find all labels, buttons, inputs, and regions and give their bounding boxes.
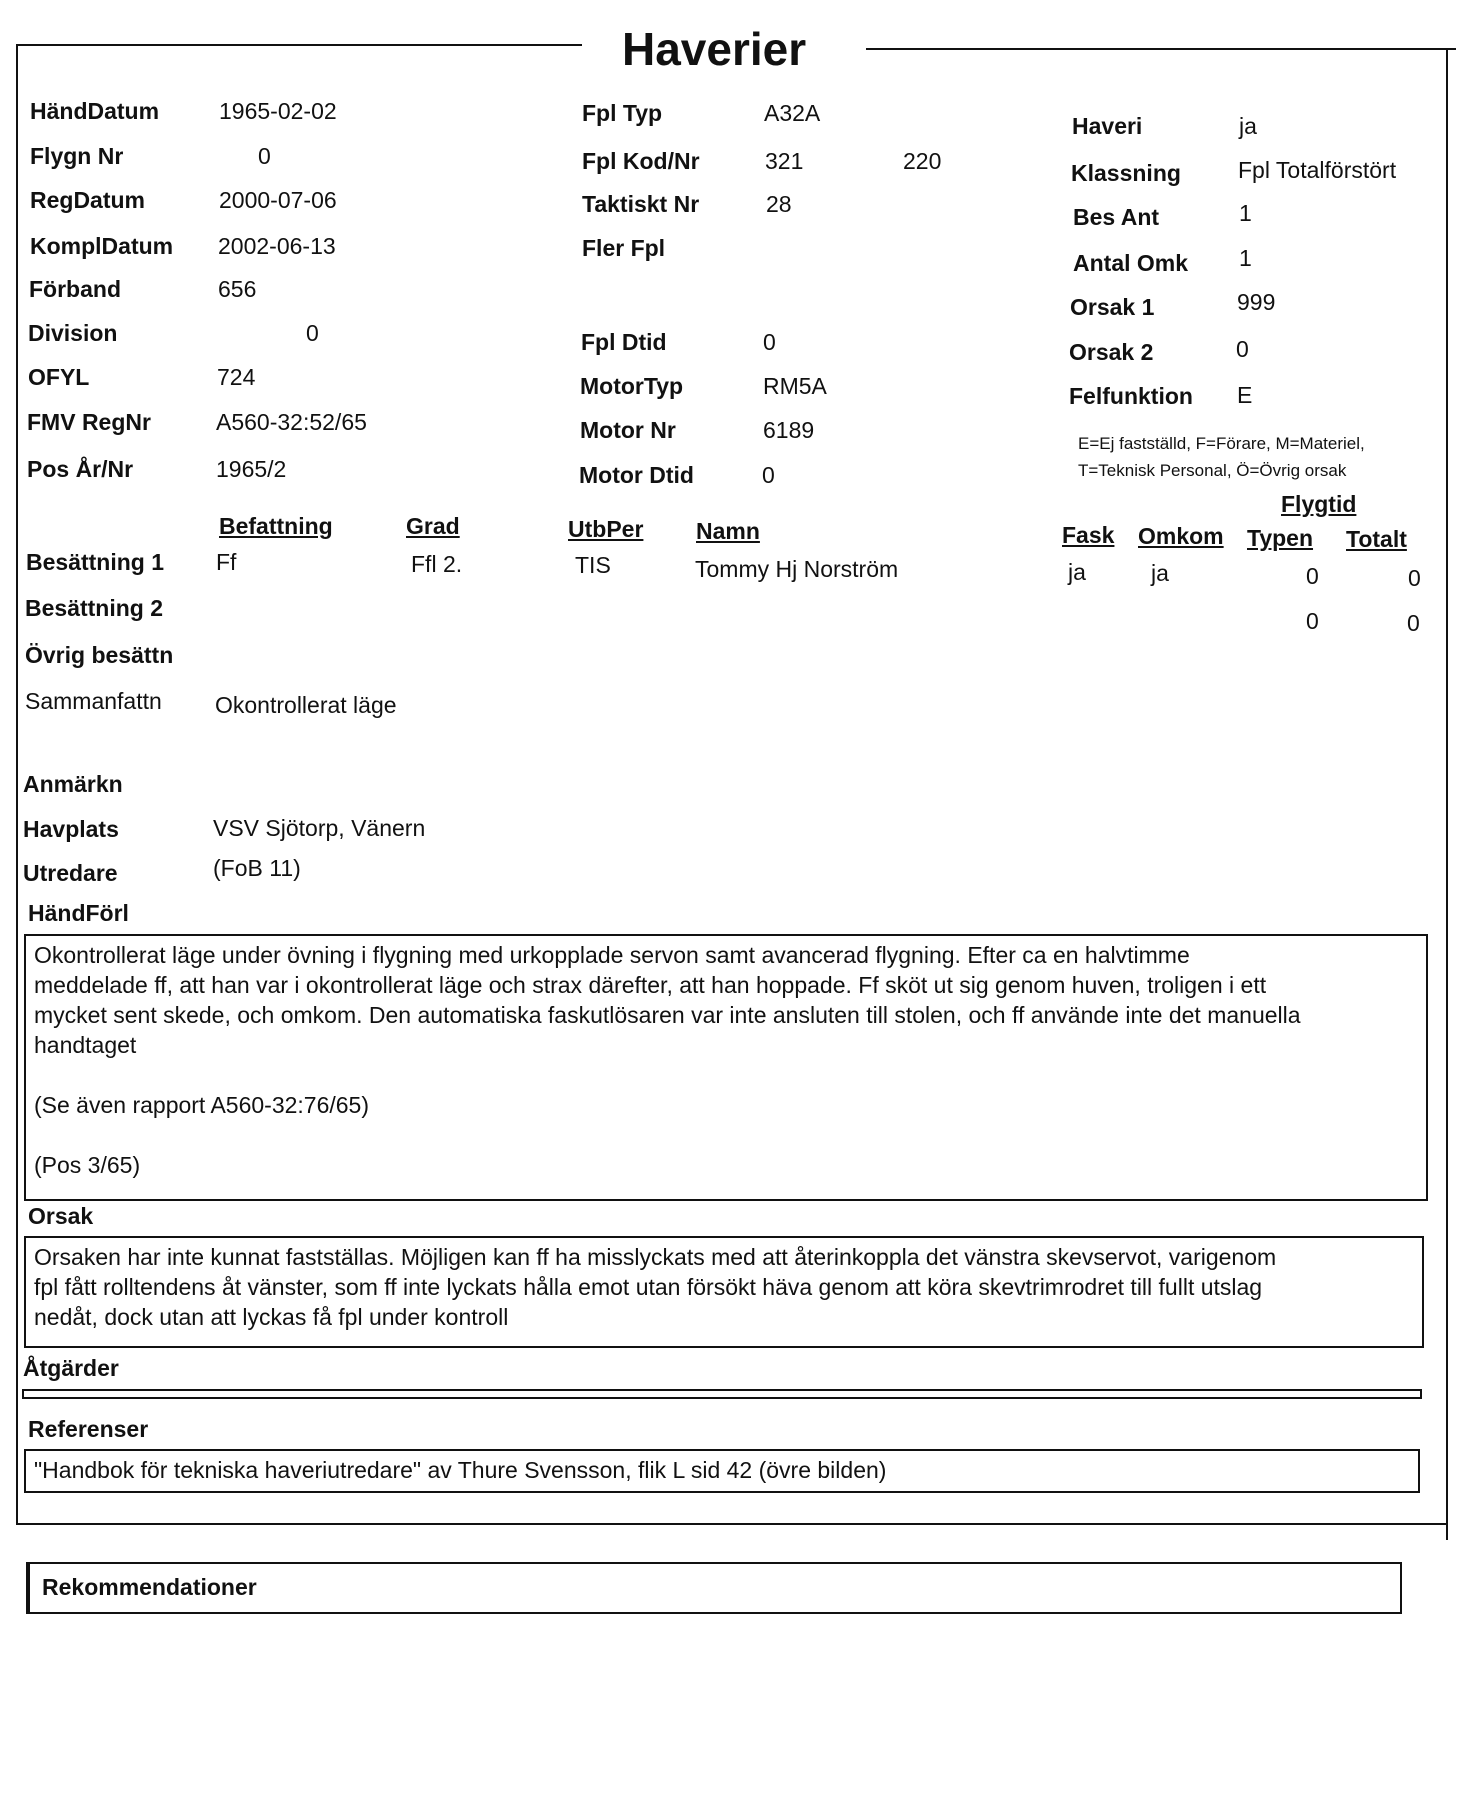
crew-flygtid-totalt: 0	[1407, 610, 1420, 636]
field-value: 656	[218, 276, 257, 302]
field-label: MotorTyp	[580, 373, 684, 399]
column-header-fask: Fask	[1062, 522, 1115, 548]
crew-omkom: ja	[1151, 560, 1169, 586]
field-value: Fpl Totalförstört	[1238, 157, 1397, 183]
frame-top-left	[16, 44, 582, 46]
field-value: 1965-02-02	[219, 98, 337, 124]
field-value: A560-32:52/65	[216, 409, 367, 435]
field-value: 1965/2	[216, 456, 287, 482]
field-value: 999	[1237, 289, 1276, 315]
orsak-text: Orsaken har inte kunnat fastställas. Möjligen kan ff ha misslyckats med att återinkoppla det vänstra skevservot, varigenom fpl fått rolltendens åt vänster, som ff inte lyckats hålla emot utan försökt häva genom att köra skevtrimrodret till fullt utslag nedåt, dock utan att lyckas få fpl under kontroll	[34, 1244, 1277, 1330]
referenser-text: "Handbok för tekniska haveriutredare" av Thure Svensson, flik L sid 42 (övre bilden)	[34, 1457, 887, 1483]
field-label: HändDatum	[30, 98, 160, 124]
field-label: Taktiskt Nr	[582, 191, 700, 217]
frame-bottom	[16, 1523, 1448, 1525]
sammanfattning-label: Sammanfattn	[25, 688, 162, 714]
atgarder-box	[22, 1389, 1422, 1399]
crew-row-label: Besättning 1	[26, 549, 165, 575]
column-header-omkom: Omkom	[1138, 523, 1224, 549]
crew-flygtid-totalt: 0	[1408, 565, 1421, 591]
field-value: 0	[258, 143, 271, 169]
referenser-label: Referenser	[28, 1416, 149, 1442]
rekommendationer-label: Rekommendationer	[42, 1574, 257, 1600]
field-label: Felfunktion	[1069, 383, 1193, 409]
field-label: FMV RegNr	[27, 409, 151, 435]
field-label: Förband	[29, 276, 121, 302]
field-label: KomplDatum	[30, 233, 174, 259]
field-label: Fpl Kod/Nr	[582, 148, 700, 174]
crew-fask: ja	[1068, 559, 1086, 585]
havplats-label: Havplats	[23, 816, 119, 842]
sammanfattning-value: Okontrollerat läge	[215, 692, 397, 718]
orsak-box	[24, 1236, 1424, 1348]
rekommendationer-box	[26, 1562, 1402, 1614]
field-label: Fpl Dtid	[581, 329, 667, 355]
field-label: OFYL	[28, 364, 90, 390]
field-value: E	[1237, 382, 1253, 408]
crew-flygtid-typen: 0	[1306, 608, 1319, 634]
field-label: Orsak 1	[1070, 294, 1155, 320]
field-value: A32A	[764, 100, 821, 126]
field-value: 28	[766, 191, 792, 217]
field-value: 6189	[763, 417, 815, 443]
frame-right	[1446, 48, 1448, 1540]
crew-flygtid-typen: 0	[1306, 563, 1319, 589]
column-header-flygtid: Flygtid	[1281, 491, 1357, 517]
field-value: 724	[217, 364, 256, 390]
field-value: 0	[762, 462, 775, 488]
page-title: Haverier	[622, 23, 807, 75]
crew-grad: Ffl 2.	[411, 551, 463, 577]
column-header-totalt: Totalt	[1346, 526, 1407, 552]
column-header-typen: Typen	[1247, 525, 1314, 551]
field-label: Motor Dtid	[579, 462, 694, 488]
atgarder-label: Åtgärder	[23, 1355, 119, 1381]
field-label: Antal Omk	[1073, 250, 1189, 276]
field-label: Fpl Typ	[582, 100, 663, 126]
field-value: 0	[763, 329, 776, 355]
field-value: 1	[1239, 200, 1252, 226]
column-header-befattning: Befattning	[219, 513, 333, 539]
anmarkning-label: Anmärkn	[23, 771, 123, 797]
field-value: 1	[1239, 245, 1252, 271]
handforlopp-box	[24, 934, 1428, 1201]
field-value: ja	[1239, 113, 1257, 139]
field-value: 2000-07-06	[219, 187, 337, 213]
ovrig-besattning-label: Övrig besättn	[25, 642, 174, 668]
field-value: 0	[306, 320, 319, 346]
field-label: Orsak 2	[1069, 339, 1154, 365]
field-label: Klassning	[1071, 160, 1181, 186]
field-label: Haveri	[1072, 113, 1143, 139]
field-value: 321	[765, 148, 804, 174]
handforlopp-text: Okontrollerat läge under övning i flygning med urkopplade servon samt avancerad flygning. Efter ca en halvtimme meddelade ff, att han var i okontrollerat läge och strax därefter, att han hoppade. Ff sköt ut sig genom huven, troligen i ett mycket sent skede, och omkom. Den automatiska faskutlösaren var inte ansluten till stolen, och ff använde inte det manuella handtaget (Se även rapport A560-32:76/65) (Pos 3/65)	[34, 942, 1301, 1178]
orsak-label: Orsak	[28, 1203, 94, 1229]
utredare-label: Utredare	[23, 860, 118, 886]
column-header-namn: Namn	[696, 518, 760, 544]
field-value-2: 220	[903, 148, 942, 174]
frame-top-right	[866, 48, 1456, 50]
field-label: Division	[28, 320, 118, 346]
referenser-box	[24, 1449, 1420, 1493]
crew-befattning: Ff	[216, 549, 237, 575]
orsak-legend-line: T=Teknisk Personal, Ö=Övrig orsak	[1078, 461, 1347, 480]
orsak-legend-line: E=Ej fastställd, F=Förare, M=Materiel,	[1078, 434, 1365, 453]
crew-namn: Tommy Hj Norström	[695, 556, 899, 582]
field-value: 2002-06-13	[218, 233, 336, 259]
utredare-value: (FoB 11)	[213, 855, 301, 881]
field-label: Bes Ant	[1073, 204, 1160, 230]
field-label: Pos År/Nr	[27, 456, 134, 482]
havplats-value: VSV Sjötorp, Vänern	[213, 815, 426, 841]
crew-row-label: Besättning 2	[25, 595, 164, 621]
field-value: RM5A	[763, 373, 827, 399]
field-label: Fler Fpl	[582, 235, 666, 261]
column-header-utbper: UtbPer	[568, 516, 644, 542]
handforlopp-label: HändFörl	[28, 900, 129, 926]
field-label: Motor Nr	[580, 417, 676, 443]
column-header-grad: Grad	[406, 513, 460, 539]
field-label: Flygn Nr	[30, 143, 124, 169]
field-label: RegDatum	[30, 187, 146, 213]
crew-utbper: TIS	[575, 552, 611, 578]
frame-left	[16, 44, 18, 1524]
field-value: 0	[1236, 336, 1249, 362]
